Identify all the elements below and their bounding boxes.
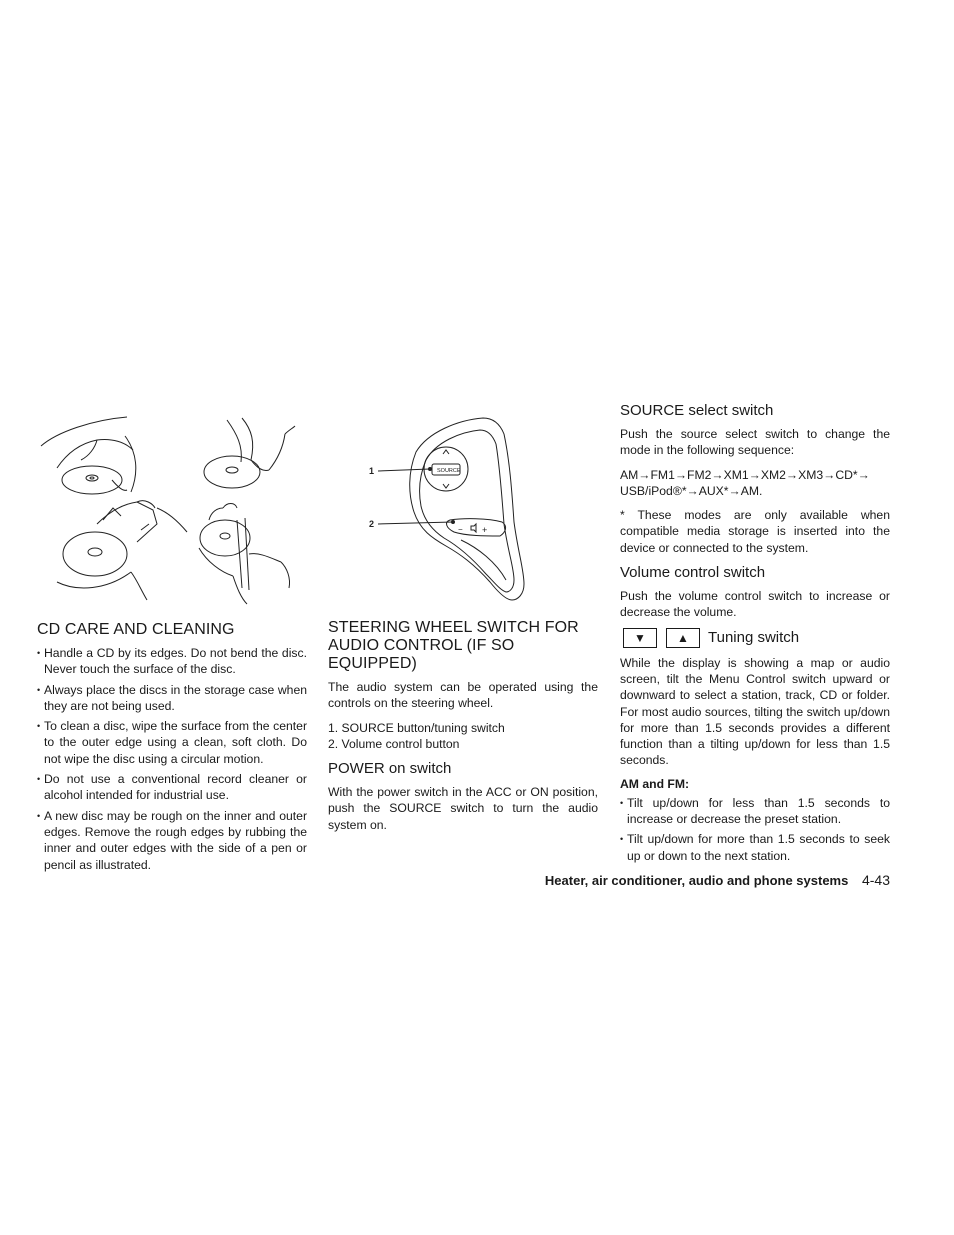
cd-care-section xyxy=(37,621,307,877)
page-footer xyxy=(545,872,890,888)
page-number: 4-43 xyxy=(861,872,890,888)
callout-item-1: 1. SOURCE button/tuning switch xyxy=(328,720,505,735)
source-note: * These modes are only available when compatible media storage is inserted into the device or connected to the system. xyxy=(620,508,890,555)
steering-intro: The audio system can be operated using the controls on the steering wheel. xyxy=(328,680,598,711)
power-switch-text: With the power switch in the ACC or ON position, push the SOURCE switch to turn the audio system on. xyxy=(328,785,598,832)
power-switch-heading: POWER on switch xyxy=(328,760,452,778)
speaker-icon xyxy=(471,524,476,532)
source-select-section xyxy=(620,400,890,868)
volume-minus-symbol: − xyxy=(458,525,463,534)
footer-section-title: Heater, air conditioner, audio and phone systems xyxy=(544,873,849,888)
cd-handling-illustration xyxy=(37,412,307,612)
callout-2: 2 xyxy=(369,519,375,529)
steering-wheel-switch-illustration xyxy=(328,412,598,612)
cd-hand-top-right xyxy=(204,418,295,488)
source-sequence: AM→FM1→FM2→XM1→XM2→XM3→CD*→ USB/iPod®*→AUX*→AM. xyxy=(620,467,870,498)
callout-leader-2 xyxy=(378,522,453,524)
callout-item-2: 2. Volume control button xyxy=(328,736,460,751)
cd-hand-top-left xyxy=(41,417,136,494)
cd-care-bullet: • To clean a disc, wipe the surface from the center to the outer edge using a clean, soft cloth. Do not wipe the disc using a circular motion. xyxy=(37,718,307,767)
volume-control-heading: Volume control switch xyxy=(620,564,766,582)
tuning-switch-heading: Tuning switch xyxy=(708,629,800,647)
source-button-label: SOURCE xyxy=(437,468,461,474)
volume-plus-symbol: + xyxy=(482,525,488,535)
volume-control-text: Push the volume control switch to increase or decrease the volume. xyxy=(620,589,890,620)
am-fm-bullet: • Tilt up/down for less than 1.5 seconds to increase or decrease the preset station. xyxy=(620,795,890,828)
cd-care-bullet: • Do not use a conventional record cleaner or alcohol intended for industrial use. xyxy=(37,771,307,804)
down-arrow-icon xyxy=(443,484,449,488)
tune-down-icon: ▼ xyxy=(623,628,657,648)
tuning-switch-text: While the display is showing a map or audio screen, tilt the Menu Control switch upward or downward to select a station, track, CD or folder. For most audio sources, tilting the switch up/down for more than 1.5 seconds provides a different function than a tilting up/down for less than 1.5 seconds. xyxy=(620,655,890,768)
cd-care-bullet: • Always place the discs in the storage case when they are not being used. xyxy=(37,682,307,715)
cd-care-list xyxy=(37,645,307,873)
cd-care-bullet: • A new disc may be rough on the inner and outer edges. Remove the rough edges by rubbing the inner and outer edges with the side of a pen or pencil as illustrated. xyxy=(37,808,307,873)
steering-switch-section xyxy=(328,619,598,833)
am-fm-list xyxy=(620,795,890,864)
source-select-heading: SOURCE select switch xyxy=(620,402,774,419)
cd-care-heading: CD CARE AND CLEANING xyxy=(37,621,235,638)
tuning-switch-heading-row xyxy=(623,627,890,649)
source-select-text: Push the source select switch to change the mode in the following sequence: xyxy=(620,427,890,458)
callout-1: 1 xyxy=(369,466,375,476)
am-fm-label: AM and FM: xyxy=(620,776,690,791)
am-fm-bullet: • Tilt up/down for more than 1.5 seconds to seek up or down to the next station. xyxy=(620,831,890,864)
cd-hand-bottom-left xyxy=(57,501,187,600)
tune-up-icon: ▲ xyxy=(666,628,700,648)
cd-care-bullet: • Handle a CD by its edges. Do not bend the disc. Never touch the surface of the disc. xyxy=(37,645,307,678)
steering-callout-list xyxy=(328,720,598,753)
cd-hand-bottom-right xyxy=(199,504,290,605)
steering-switch-heading: STEERING WHEEL SWITCH FOR AUDIO CONTROL (IF SO EQUIPPED) xyxy=(328,619,579,672)
up-arrow-icon xyxy=(443,450,449,454)
